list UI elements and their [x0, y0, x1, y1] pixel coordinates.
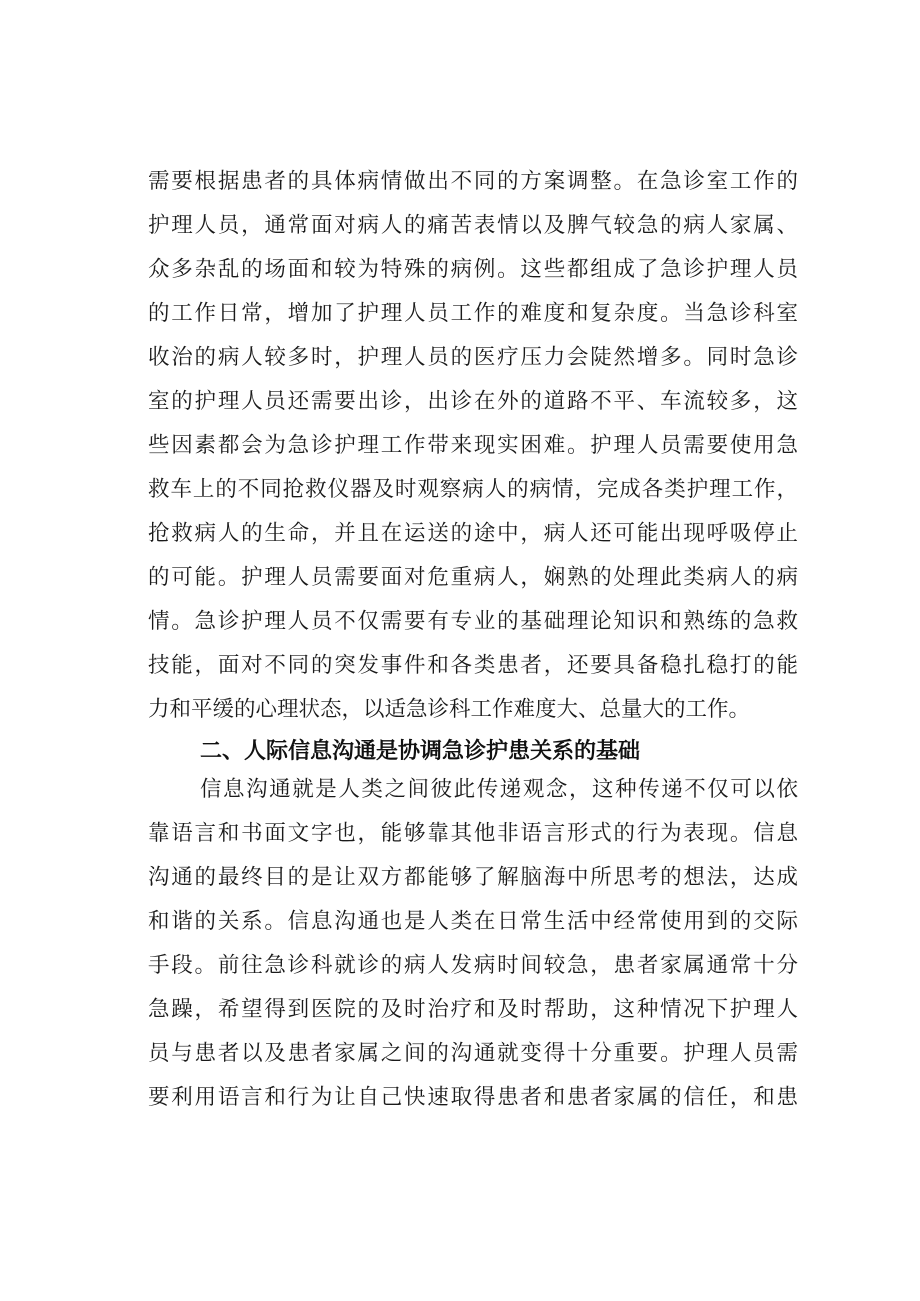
paragraph-1-line-11: 情。急诊护理人员不仅需要有专业的基础理论知识和熟练的急救: [148, 609, 798, 634]
paragraph-1-line-6: 室的护理人员还需要出诊，出诊在外的道路不平、车流较多，这: [148, 389, 798, 414]
paragraph-1-line-2: 护理人员，通常面对病人的痛苦表情以及脾气较急的病人家属、: [148, 213, 798, 238]
paragraph-2-line-6: 急躁，希望得到医院的及时治疗和及时帮助，这种情况下护理人: [148, 997, 798, 1022]
paragraph-1-line-12: 技能，面对不同的突发事件和各类患者，还要具备稳扎稳打的能: [148, 653, 798, 678]
paragraph-2-line-4: 和谐的关系。信息沟通也是人类在日常生活中经常使用到的交际: [148, 909, 798, 934]
paragraph-1-line-7: 些因素都会为急诊护理工作带来现实困难。护理人员需要使用急: [148, 433, 798, 458]
paragraph-1-line-13: 力和平缓的心理状态，以适急诊科工作难度大、总量大的工作。: [148, 697, 751, 722]
paragraph-1-line-1: 需要根据患者的具体病情做出不同的方案调整。在急诊室工作的: [148, 169, 798, 194]
paragraph-1-line-4: 的工作日常，增加了护理人员工作的难度和复杂度。当急诊科室: [148, 301, 798, 326]
paragraph-2-line-1: 信息沟通就是人类之间彼此传递观念，这种传递不仅可以依: [200, 777, 798, 802]
paragraph-1-line-9: 抢救病人的生命，并且在运送的途中，病人还可能出现呼吸停止: [148, 521, 798, 546]
paragraph-2-line-3: 沟通的最终目的是让双方都能够了解脑海中所思考的想法，达成: [148, 865, 798, 890]
paragraph-2-line-5: 手段。前往急诊科就诊的病人发病时间较急，患者家属通常十分: [148, 953, 798, 978]
paragraph-1-line-3: 众多杂乱的场面和较为特殊的病例。这些都组成了急诊护理人员: [148, 257, 798, 282]
paragraph-2-line-8: 要利用语言和行为让自己快速取得患者和患者家属的信任，和患: [148, 1085, 798, 1110]
paragraph-2-line-7: 员与患者以及患者家属之间的沟通就变得十分重要。护理人员需: [148, 1041, 798, 1066]
paragraph-2-line-2: 靠语言和书面文字也，能够靠其他非语言形式的行为表现。信息: [148, 821, 798, 846]
paragraph-1-line-5: 收治的病人较多时，护理人员的医疗压力会陡然增多。同时急诊: [148, 345, 798, 370]
paragraph-1-line-8: 救车上的不同抢救仪器及时观察病人的病情，完成各类护理工作，: [148, 477, 798, 502]
paragraph-1-line-10: 的可能。护理人员需要面对危重病人，娴熟的处理此类病人的病: [148, 565, 798, 590]
section-heading: 二、人际信息沟通是协调急诊护患关系的基础: [200, 739, 641, 764]
